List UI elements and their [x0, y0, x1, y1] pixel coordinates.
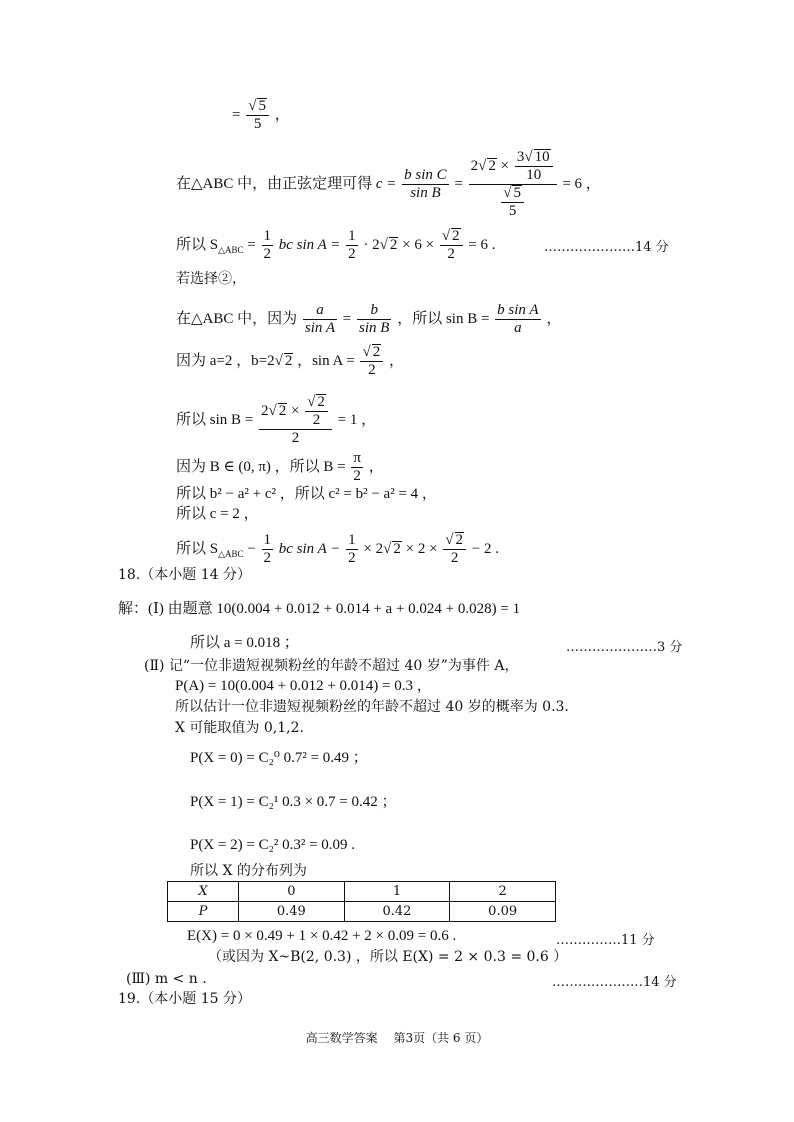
operator: −: [247, 540, 256, 557]
score-11: ……………11 分: [556, 933, 655, 948]
choose-option-2: 若选择②，: [176, 271, 246, 287]
B-range-line: [176, 450, 384, 485]
denominator: 2: [450, 550, 459, 566]
expr: · 2: [363, 236, 380, 253]
q18-EX-alt: （或因为 X~B(2, 0.3) ，所以 E(X) = 2 × 0.3 = 0.6 ）: [208, 949, 568, 965]
text-prefix: 在△ABC 中，由正弦定理可得: [176, 175, 373, 192]
times: ×: [500, 157, 510, 174]
denominator: 2: [368, 362, 376, 378]
q18-a-value: 所以 a = 0.018 ；: [190, 635, 299, 651]
c-equals-line: 所以 c = 2 ，: [176, 506, 259, 522]
coef: 2: [470, 157, 479, 174]
coef: 3: [516, 149, 525, 165]
result: = 6 .: [468, 236, 496, 253]
table-cell: 0: [239, 882, 345, 902]
table-cell: 2: [450, 882, 556, 902]
denominator: 2: [263, 246, 271, 262]
sqrt-arg: 2: [452, 228, 460, 244]
q18-header: 18.（本小题 14 分）: [118, 567, 251, 583]
result: = 6 ，: [562, 175, 601, 192]
q18-values: X 可能取值为 0,1,2.: [175, 720, 304, 736]
q18-part1: 解：(Ⅰ) 由题意 10(0.004 + 0.012 + 0.014 + a + 0.024 + 0.028) = 1: [118, 601, 521, 617]
q18-estimate: 所以估计一位非遗短视频粉丝的年龄不超过 40 岁的概率为 0.3.: [175, 699, 569, 715]
q19-header: 19.（本小题 15 分）: [118, 991, 251, 1007]
equals: =: [232, 106, 241, 123]
times: ×: [290, 402, 300, 419]
text-prefix: 所以 S: [176, 236, 219, 253]
fraction-big: [469, 149, 557, 220]
denominator: 5: [253, 116, 262, 132]
score-3: …………………3 分: [566, 640, 683, 655]
sqrt-arg: 5: [258, 98, 266, 114]
q18-dist-title: 所以 X 的分布列为: [190, 863, 307, 879]
denominator: 2: [291, 430, 300, 446]
table-cell: P: [168, 902, 239, 922]
sqrt-arg: 5: [513, 185, 521, 201]
denominator: 2: [312, 412, 321, 428]
denominator: 2: [348, 246, 356, 262]
table-cell: 0.49: [239, 902, 345, 922]
table-cell: 1: [344, 882, 450, 902]
text-prefix: 所以 sin B =: [176, 411, 254, 428]
sqrt-arg: 2: [393, 540, 401, 557]
sqrt-arg: 2: [372, 344, 381, 360]
expr: bc sin A =: [278, 236, 341, 253]
denominator: 10: [526, 167, 542, 183]
q18-p2: P(X = 2) = C₂² 0.3² = 0.09 .: [190, 837, 356, 853]
q18-p0: P(X = 0) = C₂⁰ 0.7² = 0.49 ；: [190, 750, 368, 766]
fraction: $\frac{√ 5}{5}$: [246, 98, 269, 133]
sqrt-arg: 2: [317, 394, 325, 410]
result: − 2 .: [471, 540, 499, 557]
numerator: π: [353, 450, 361, 466]
numerator: 1: [263, 532, 271, 548]
sqrt5-over-5-line: [232, 98, 290, 133]
fraction-bsinc: [402, 167, 449, 202]
coef: 2: [260, 402, 269, 419]
subscript: △ABC: [218, 244, 244, 255]
law-of-sines-line: [176, 302, 561, 337]
text: 因为 a=2 ，b=2: [176, 352, 275, 369]
denominator: 2: [447, 246, 455, 262]
expr: × 2: [363, 540, 384, 557]
area-line-1: 所以 $S_{\triangle ABC}$ = $\frac{1}{2}$ bc sin A = $\frac{1}{2}$ · 2√ 2 × 6 × $\frac{√ 2}{2}$ = 6 .: [176, 228, 496, 262]
expr: bc sin A −: [278, 540, 341, 557]
numerator: b: [357, 302, 391, 320]
q18-EX: E(X) = 0 × 0.49 + 1 × 0.42 + 2 × 0.09 = 0.6 .: [187, 928, 457, 944]
expr: × 6 ×: [402, 236, 435, 253]
text-prefix: 所以 S: [176, 540, 219, 557]
text-mid: ，所以 sin B =: [397, 310, 490, 327]
given-values-line: 因为 a=2 ，b=2√ 2 ，sin A = $\frac{√ 2}{2}$ ，: [176, 344, 404, 378]
subscript: △ABC: [218, 548, 244, 559]
comma: ，: [546, 310, 562, 327]
comma: ，: [388, 352, 404, 369]
fraction-big: 2√ 2 × $\frac{√ 2}{2}$ 2: [259, 394, 332, 447]
sqrt-arg: 2: [488, 157, 496, 174]
sinB-line: [176, 394, 376, 447]
score-14-a: …………………14 分: [544, 240, 669, 255]
sine-rule-c-line: [176, 149, 601, 220]
numerator: 1: [348, 228, 356, 244]
text: ，sin A =: [297, 352, 355, 369]
table-cell: X: [168, 882, 239, 902]
equals: =: [454, 175, 463, 192]
numerator: 1: [263, 228, 271, 244]
area-line-2: 所以 $S_{\triangle ABC}$ − $\frac{1}{2}$ bc sin A − $\frac{1}{2}$ × 2√ 2 × 2 × $\frac{√ 2}{2}$ − 2 .: [176, 532, 499, 566]
page-footer: 高三数学答案 第3页（共 6 页）: [305, 1031, 489, 1045]
big-denominator: $\frac{√ 5}{5}$: [469, 185, 557, 220]
sqrt-arg: 2: [278, 402, 287, 419]
table-cell: 0.09: [450, 902, 556, 922]
table-row-p: [168, 902, 556, 922]
denominator: 5: [508, 203, 517, 219]
big-numerator: 2√ 2 × $\frac{3√ 10}{10}$: [469, 149, 557, 185]
q18-part3: (Ⅲ) m < n .: [126, 971, 207, 987]
comma: ，: [368, 458, 384, 475]
equals: =: [247, 236, 256, 253]
numerator: a: [303, 302, 337, 320]
result: = 1 ，: [337, 411, 377, 428]
expr: × 2 ×: [405, 540, 438, 557]
sqrt-arg: 2: [284, 352, 293, 369]
sqrt-arg: 2: [389, 236, 398, 253]
denominator: sin B: [359, 320, 390, 336]
sqrt-arg: 2: [455, 532, 464, 548]
table-cell: 0.42: [344, 902, 450, 922]
text-prefix: 在△ABC 中，因为: [176, 310, 298, 327]
denominator: 2: [348, 550, 356, 566]
q18-part2-intro: (Ⅱ) 记“一位非遗短视频粉丝的年龄不超过 40 岁”为事件 A，: [144, 658, 519, 674]
inner-fraction: $\frac{3√ 10}{10}$: [515, 149, 553, 184]
denominator: a: [514, 320, 522, 336]
lhs: c =: [375, 175, 397, 192]
table-row-x: [168, 882, 556, 902]
b-squared-line: 所以 b² − a² + c² ，所以 c² = b² − a² = 4 ，: [176, 486, 437, 502]
denominator: 2: [353, 468, 361, 484]
distribution-table: [167, 881, 556, 922]
denominator: sin B: [410, 185, 441, 201]
numerator: 1: [348, 532, 356, 548]
denominator: 2: [263, 550, 271, 566]
q18-p1: P(X = 1) = C₂¹ 0.3 × 0.7 = 0.42 ；: [190, 794, 397, 810]
denominator: sin A: [304, 320, 336, 336]
sqrt-arg: 10: [534, 149, 550, 165]
text: 因为 B ∈ (0, π) ，所以 B =: [176, 458, 346, 475]
numerator: b sin C: [404, 167, 447, 183]
numerator: b sin A: [497, 302, 539, 318]
equals: =: [342, 310, 352, 327]
score-14-b: …………………14 分: [552, 975, 677, 990]
q18-PA: P(A) = 10(0.004 + 0.012 + 0.014) = 0.3 ，: [175, 678, 432, 694]
comma: ，: [274, 106, 290, 123]
